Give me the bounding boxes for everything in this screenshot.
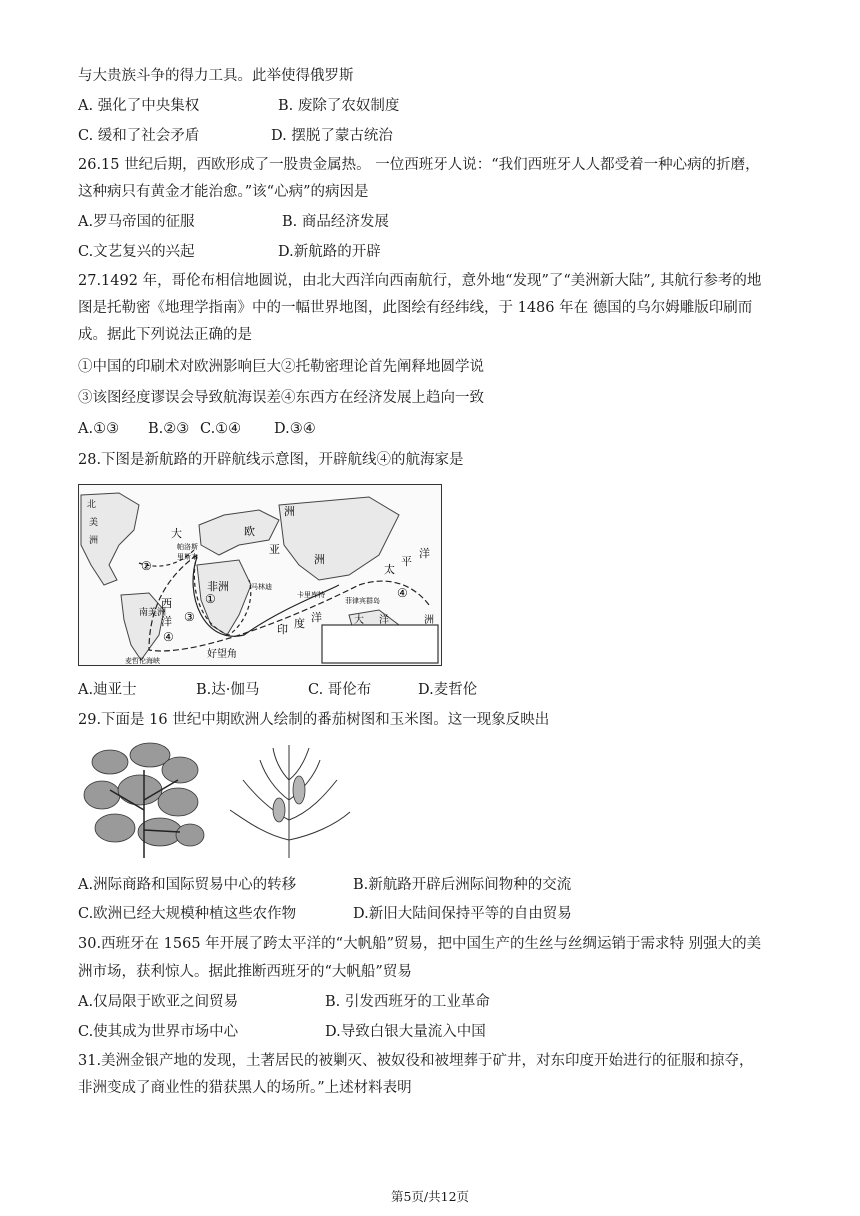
route-marker-1: ① <box>205 592 216 606</box>
option-c[interactable]: C.文艺复兴的兴起 <box>78 244 195 260</box>
option-c[interactable]: C. 哥伦布 <box>308 682 372 698</box>
label-europe-ou: 欧 <box>244 525 255 538</box>
corn-plant-illustration <box>225 740 353 860</box>
option-d[interactable]: D.麦哲伦 <box>418 682 478 698</box>
label-north: 北 <box>87 500 97 510</box>
option-d[interactable]: D.③④ <box>274 421 316 437</box>
tomato-plant-illustration <box>80 740 208 860</box>
option-d[interactable]: D.新旧大陆间保持平等的自由贸易 <box>353 906 572 922</box>
question-31-stem-2: 非洲变成了商业性的猎获黑人的场所。”上述材料表明 <box>78 1080 412 1096</box>
label-oceania-zhou: 洲 <box>424 615 434 626</box>
label-india-du: 度 <box>294 617 305 630</box>
label-africa: 非洲 <box>207 580 229 593</box>
option-c[interactable]: C.①④ <box>200 421 242 437</box>
map-svg <box>79 485 441 665</box>
question-27-statement-1: ①中国的印刷术对欧洲影响巨大②托勒密理论首先阐释地圆学说 <box>78 359 484 375</box>
option-b[interactable]: B. 引发西班牙的工业革命 <box>325 994 490 1010</box>
label-lisbon: 里斯本 <box>177 553 198 561</box>
option-c[interactable]: C.使其成为世界市场中心 <box>78 1024 239 1040</box>
question-27-stem-2: 图是托勒密《地理学指南》中的一幅世界地图，此图绘有经纬线，于 1486 年在 德国的乌尔姆雕版印刷而 <box>78 300 753 316</box>
new-sea-routes-map <box>78 484 442 666</box>
asia-land <box>279 497 399 580</box>
option-a[interactable]: A.仅局限于欧亚之间贸易 <box>78 994 239 1010</box>
label-yang: 洋 <box>161 615 172 628</box>
label-xi: 西 <box>161 597 172 610</box>
question-30-stem-2: 洲市场，获利惊人。据此推断西班牙的“大帆船”贸易 <box>78 964 412 980</box>
label-da: 大 <box>171 527 182 540</box>
option-d[interactable]: D.导致白银大量流入中国 <box>325 1024 486 1040</box>
europe-land <box>199 510 279 555</box>
label-asia-zhou: 洲 <box>314 553 325 566</box>
option-a[interactable]: A.迪亚士 <box>78 682 137 698</box>
label-magellan-strait: 麦哲伦海峡 <box>125 657 160 665</box>
option-d[interactable]: D. 摆脱了蒙古统治 <box>271 128 393 144</box>
option-b[interactable]: B.②③ <box>148 421 190 437</box>
label-asia-ya: 亚 <box>269 543 280 556</box>
question-28-stem: 28.下图是新航路的开辟航线示意图，开辟航线④的航海家是 <box>78 452 464 468</box>
label-pacific-ping: 平 <box>401 555 412 568</box>
question-29-stem: 29.下面是 16 世纪中期欧洲人绘制的番茄树图和玉米图。这一现象反映出 <box>78 712 550 728</box>
route-marker-4-atlantic: ④ <box>163 630 174 644</box>
label-india-yin: 印 <box>277 623 288 636</box>
option-b[interactable]: B. 商品经济发展 <box>282 214 389 230</box>
text-line: 与大贵族斗争的得力工具。此举使得俄罗斯 <box>78 68 354 84</box>
question-31-stem: 31.美洲金银产地的发现，土著居民的被剿灭、被奴役和被埋葬于矿井，对东印度开始进行的征服和掠夺， <box>78 1053 754 1069</box>
label-south-america: 南美洲 <box>139 608 167 618</box>
label-philippines: 菲律宾群岛 <box>345 597 380 605</box>
option-a[interactable]: A.罗马帝国的征服 <box>78 214 195 230</box>
label-india-yang: 洋 <box>311 611 322 624</box>
south-america-land <box>121 593 167 660</box>
label-pacific-yang: 洋 <box>419 547 430 560</box>
option-b[interactable]: B.达·伽马 <box>196 682 260 698</box>
question-26-stem: 26.15 世纪后期，西欧形成了一股贵金属热。 一位西班牙人说：“我们西班牙人人都受着一种心病的折磨， <box>78 157 760 173</box>
option-a[interactable]: A.洲际商路和国际贸易中心的转移 <box>78 877 297 893</box>
label-europe-zhou: 洲 <box>284 505 295 518</box>
label-zhou: 洲 <box>89 536 99 546</box>
label-malindi: 马林迪 <box>251 583 272 591</box>
option-b[interactable]: B.新航路开辟后洲际间物种的交流 <box>353 877 572 893</box>
option-c[interactable]: C. 缓和了社会矛盾 <box>78 128 200 144</box>
question-27-statement-2: ③该图经度谬误会导致航海误差④东西方在经济发展上趋向一致 <box>78 390 484 406</box>
option-d[interactable]: D.新航路的开辟 <box>278 244 381 260</box>
label-america: 美 <box>89 518 99 528</box>
label-pacific-tai: 太 <box>384 563 395 576</box>
question-27-stem: 27.1492 年，哥伦布相信地圆说，由北大西洋向西南航行，意外地“发现”了“美洲新大陆”, 其航行参考的地 <box>78 273 762 289</box>
option-a[interactable]: A.①③ <box>78 421 120 437</box>
route-marker-2: ② <box>141 559 152 573</box>
label-calicut: 卡里库特 <box>297 591 325 599</box>
label-oceania-da: 大 <box>354 615 364 626</box>
map-inset-box <box>322 625 438 663</box>
route-marker-4-pacific: ④ <box>397 586 408 600</box>
option-b[interactable]: B. 废除了农奴制度 <box>278 98 400 114</box>
question-27-stem-3: 成。据此下列说法正确的是 <box>78 327 252 343</box>
label-good-hope: 好望角 <box>207 649 237 660</box>
option-a[interactable]: A. 强化了中央集权 <box>78 98 200 114</box>
page-footer: 第5页/共12页 <box>390 1189 470 1204</box>
route-marker-3: ③ <box>184 610 195 624</box>
label-palos: 帕洛斯 <box>177 543 198 551</box>
option-c[interactable]: C.欧洲已经大规模种植这些农作物 <box>78 906 297 922</box>
label-oceania-yang: 洋 <box>379 615 389 626</box>
question-30-stem: 30.西班牙在 1565 年开展了跨太平洋的“大帆船”贸易，把中国生产的生丝与丝绸运销于需求特 别强大的美 <box>78 936 762 952</box>
question-26-stem-2: 这种病只有黄金才能治愈。”该“心病”的病因是 <box>78 184 369 200</box>
